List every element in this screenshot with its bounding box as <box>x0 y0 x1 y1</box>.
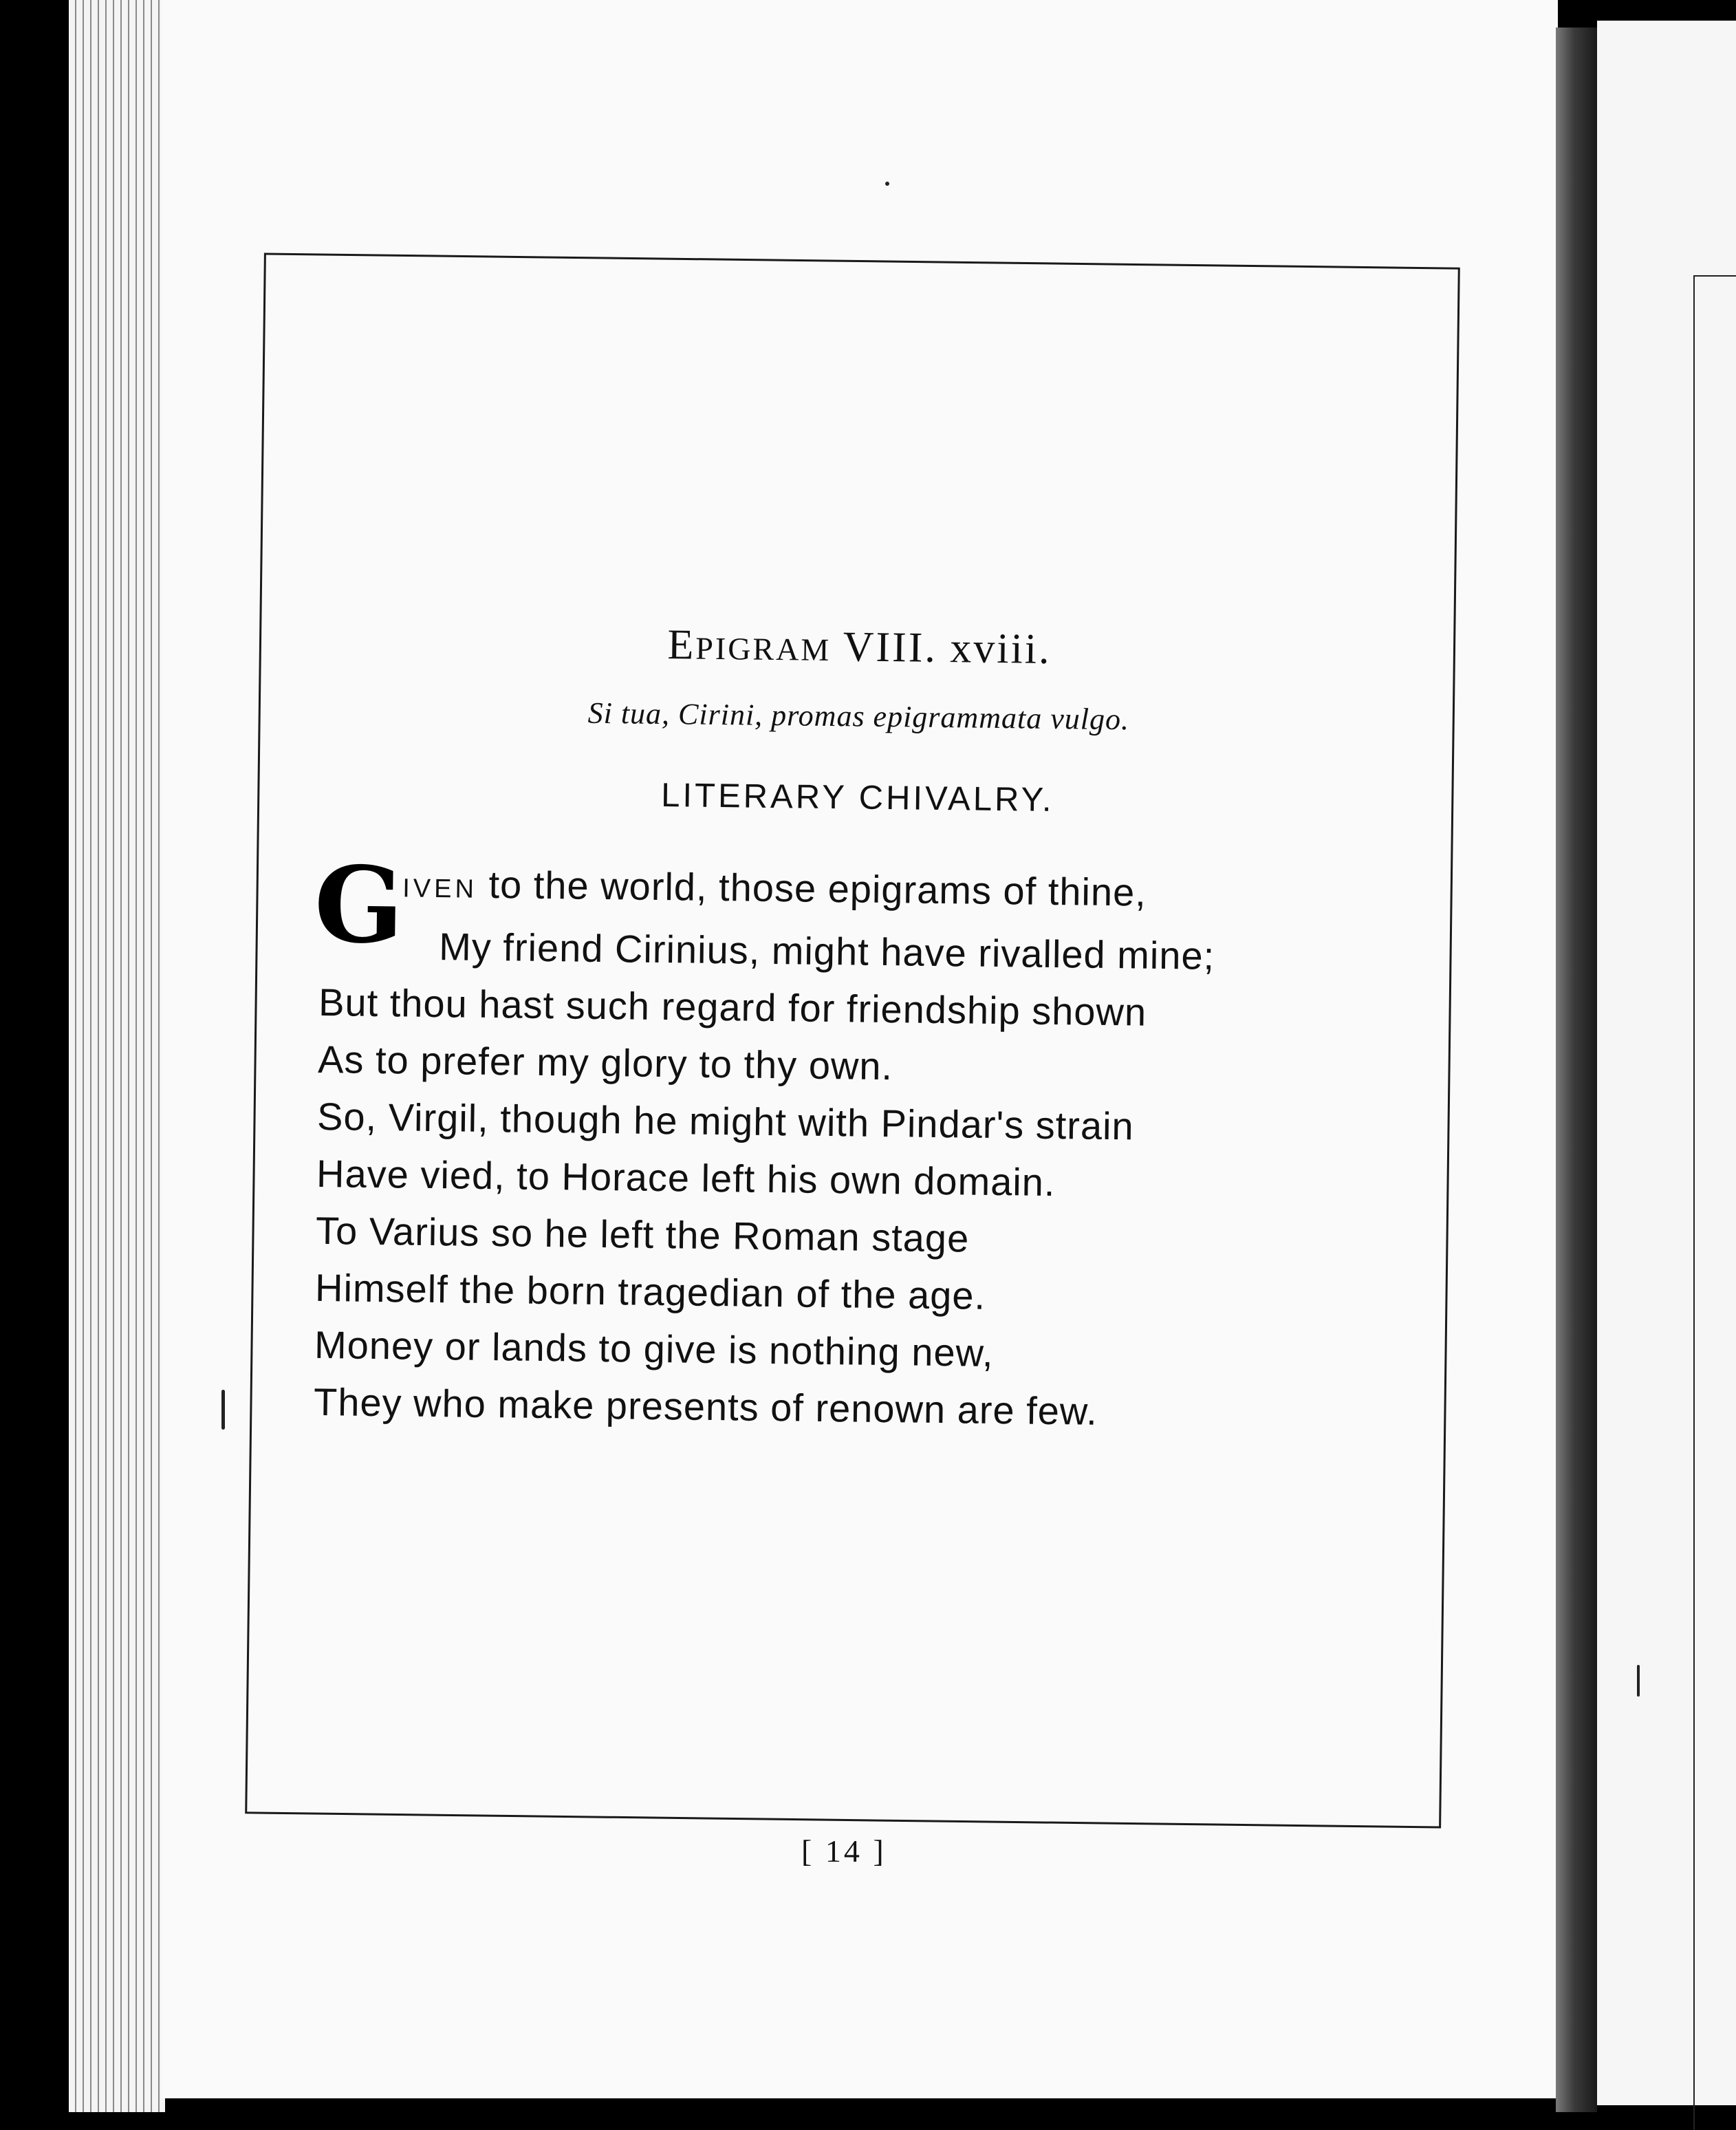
poem-line-1-rest: to the world, those epigrams of thine, <box>477 862 1147 914</box>
poem-block <box>314 619 1396 1443</box>
facing-page-frame <box>1693 275 1736 2130</box>
facing-margin-mark <box>1637 1665 1640 1697</box>
poem-line-3: But thou hast such regard for friendship shown <box>318 980 1147 1034</box>
poem-line-4: As to prefer my glory to thy own. <box>317 1037 893 1088</box>
poem-line-10: They who make presents of renown are few. <box>313 1379 1098 1433</box>
poem-title: LITERARY CHIVALRY. <box>660 777 1054 819</box>
margin-mark <box>221 1390 225 1430</box>
book-gutter <box>1556 28 1597 2112</box>
latin-incipit: Si tua, Cirini, promas epigrammata vulgo. <box>587 696 1130 737</box>
poem-text <box>313 842 1393 1443</box>
poem-line-9: Money or lands to give is nothing new, <box>314 1322 994 1375</box>
poem-line-5: So, Virgil, though he might with Pindar's strain <box>316 1094 1135 1148</box>
poem-line-6: Have vied, to Horace left his own domain. <box>316 1151 1056 1205</box>
epigram-word-rest: PIGRAM <box>695 630 832 668</box>
ink-speck <box>885 182 889 186</box>
page-number: [ 14 ] <box>801 1833 887 1869</box>
poem-line-2: My friend Cirinius, might have rivalled mine; <box>438 925 1215 978</box>
epigram-number: VIII. xviii. <box>830 623 1052 673</box>
page-edge-stack <box>69 0 165 2112</box>
first-word-smallcaps: IVEN <box>402 874 478 904</box>
poem-line-7: To Varius so he left the Roman stage <box>315 1208 970 1260</box>
poem-line-8: Himself the born tragedian of the age. <box>314 1265 986 1317</box>
epigram-word-initial: E <box>667 621 696 669</box>
drop-cap: G <box>313 842 405 967</box>
